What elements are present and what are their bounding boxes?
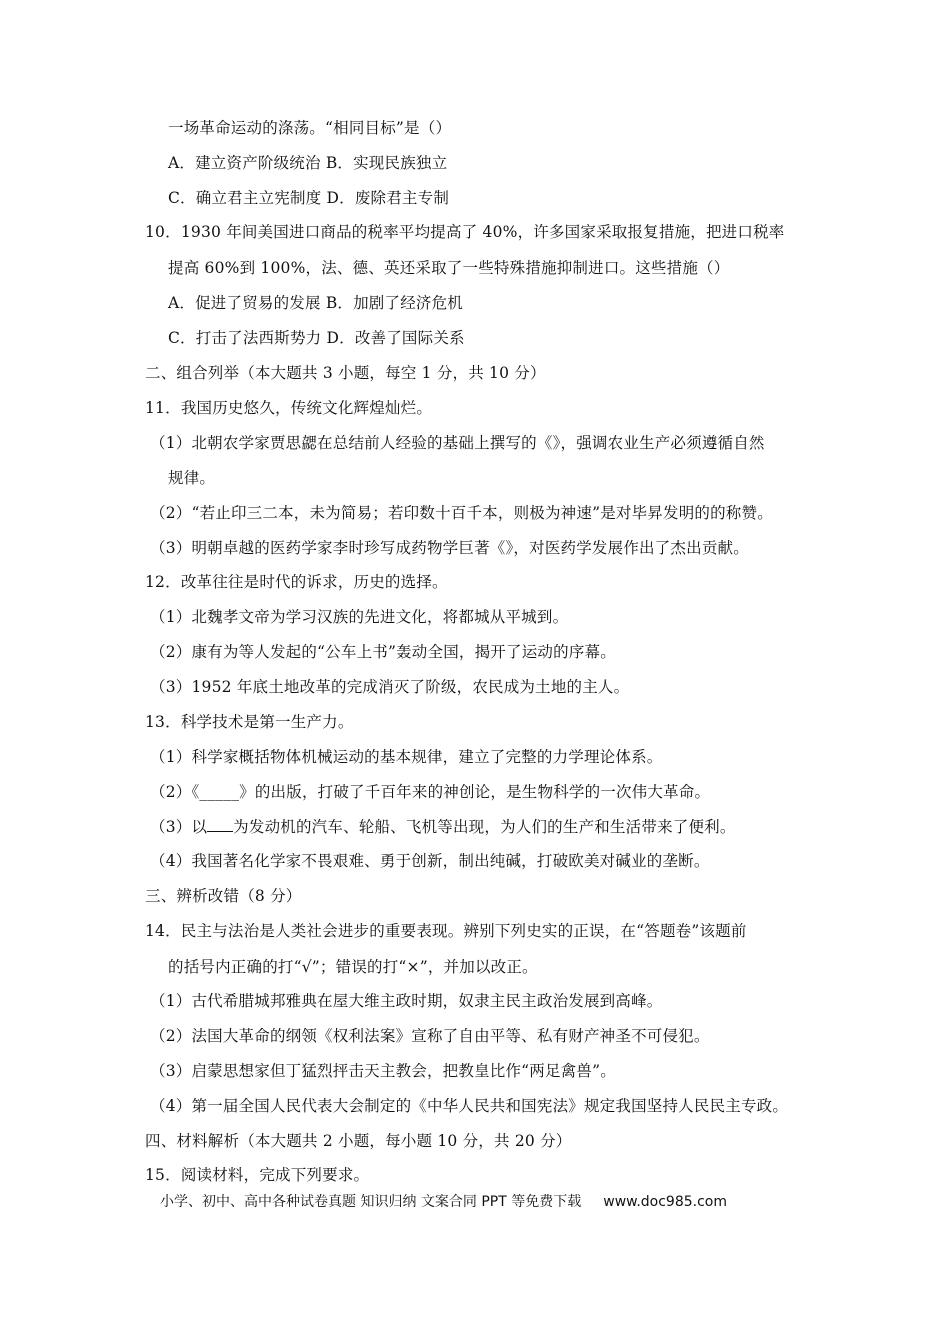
- section-heading: 三、辨析改错（8 分）: [145, 887, 302, 905]
- option-line: C．打击了法西斯势力 D．改善了国际关系: [168, 329, 465, 347]
- text-fragment: 为发动机的汽车、轮船、飞机等出现，为人们的生产和生活带来了便利。: [233, 818, 736, 836]
- blank-underline: [207, 817, 233, 832]
- sub-question: （2）“若止印三二本，未为简易；若印数十百千本，则极为神速”是对毕昇发明的的称赞。: [150, 504, 773, 522]
- section-heading: 二、组合列举（本大题共 3 小题，每空 1 分，共 10 分）: [145, 364, 546, 382]
- sub-question: （2）法国大革命的纲领《权利法案》宣称了自由平等、私有财产神圣不可侵犯。: [150, 1027, 710, 1045]
- sub-question: （1）古代希腊城邦雅典在屋大维主政时期，奴隶主民主政治发展到高峰。: [150, 992, 663, 1010]
- sub-question: （1）北魏孝文帝为学习汉族的先进文化，将都城从平城到。: [150, 608, 569, 626]
- sub-question: （1）科学家概括物体机械运动的基本规律，建立了完整的力学理论体系。: [150, 748, 663, 766]
- question-10: 10．1930 年间美国进口商品的税率平均提高了 40%，许多国家采取报复措施，把进口税率: [145, 223, 785, 241]
- footer-link[interactable]: www.doc985.com: [603, 1194, 727, 1210]
- sub-question: （4）第一届全国人民代表大会制定的《中华人民共和国宪法》规定我国坚持人民民主专政。: [150, 1097, 789, 1115]
- question-14: 14．民主与法治是人类社会进步的重要表现。辨别下列史实的正误，在“答题卷”该题前: [145, 922, 747, 940]
- option-line: C．确立君主立宪制度 D．废除君主专制: [168, 189, 450, 207]
- sub-question: （3）明朝卓越的医药学家李时珍写成药物学巨著《》，对医药学发展作出了杰出贡献。: [150, 539, 749, 557]
- page-footer: [160, 1192, 727, 1212]
- question-15: 15．阅读材料，完成下列要求。: [145, 1166, 370, 1184]
- sub-question: （1）北朝农学家贾思勰在总结前人经验的基础上撰写的《》，强调农业生产必须遵循自然: [150, 434, 765, 452]
- option-line: A．建立资产阶级统治 B．实现民族独立: [168, 154, 448, 172]
- sub-question: （3）启蒙思想家但丁猛烈抨击天主教会，把教皇比作“两足禽兽”。: [150, 1062, 616, 1080]
- question-11: 11．我国历史悠久，传统文化辉煌灿烂。: [145, 399, 433, 417]
- option-line: A．促进了贸易的发展 B．加剧了经济危机: [168, 294, 464, 312]
- sub-question: （4）我国著名化学家不畏艰难、勇于创新，制出纯碱，打破欧美对碱业的垄断。: [150, 852, 710, 870]
- sub-question: （2）康有为等人发起的“公车上书”轰动全国，揭开了运动的序幕。: [150, 643, 616, 661]
- sub-question: [150, 817, 736, 837]
- text-line: 的括号内正确的打“√”；错误的打“×”，并加以改正。: [168, 958, 538, 976]
- sub-question: （2）《_____》的出版，打破了千百年来的神创论，是生物科学的一次伟大革命。: [150, 783, 711, 801]
- section-heading: 四、材料解析（本大题共 2 小题，每小题 10 分，共 20 分）: [145, 1132, 572, 1150]
- text-line: 提高 60%到 100%，法、德、英还采取了一些特殊措施抑制进口。这些措施（）: [168, 259, 730, 277]
- question-13: 13．科学技术是第一生产力。: [145, 713, 354, 731]
- text-line: 规律。: [168, 469, 216, 487]
- text-fragment: （3）以: [150, 818, 208, 836]
- sub-question: （3）1952 年底土地改革的完成消灭了阶级，农民成为土地的主人。: [150, 678, 630, 696]
- text-line: 一场革命运动的涤荡。“相同目标”是（）: [168, 119, 452, 137]
- footer-text: 小学、初中、高中各种试卷真题 知识归纳 文案合同 PPT 等免费下载: [160, 1194, 582, 1210]
- question-12: 12．改革往往是时代的诉求，历史的选择。: [145, 573, 448, 591]
